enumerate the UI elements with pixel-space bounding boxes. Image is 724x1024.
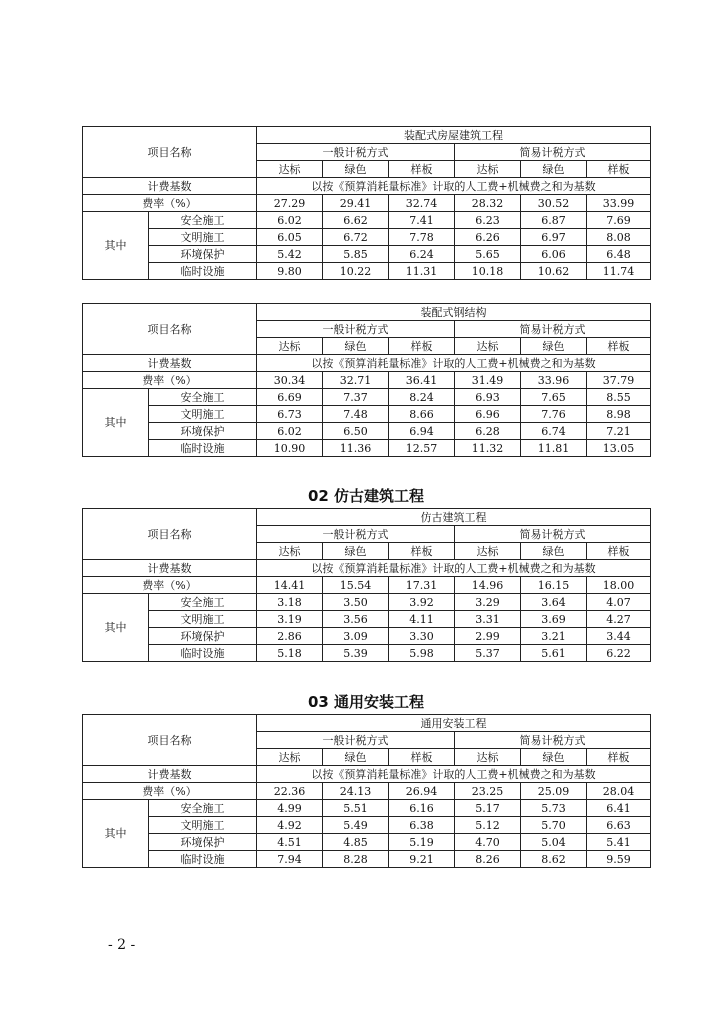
value-cell: 5.70	[521, 817, 587, 834]
value-cell: 4.27	[587, 611, 651, 628]
value-cell: 7.94	[257, 851, 323, 868]
value-cell: 6.74	[521, 423, 587, 440]
fee-table-installation	[82, 714, 650, 868]
value-cell: 6.48	[587, 246, 651, 263]
sub-item-label: 环境保护	[149, 834, 257, 851]
rate-cell: 26.94	[389, 783, 455, 800]
simple-tax-header: 简易计税方式	[455, 144, 651, 161]
section-title-antique: 02 仿古建筑工程	[307, 487, 425, 505]
value-cell: 6.23	[455, 212, 521, 229]
general-tax-header: 一般计税方式	[257, 321, 455, 338]
value-cell: 3.09	[323, 628, 389, 645]
value-cell: 11.31	[389, 263, 455, 280]
value-cell: 4.51	[257, 834, 323, 851]
general-tax-header: 一般计税方式	[257, 526, 455, 543]
level-header: 绿色	[323, 338, 389, 355]
rate-cell: 29.41	[323, 195, 389, 212]
value-cell: 5.49	[323, 817, 389, 834]
value-cell: 4.92	[257, 817, 323, 834]
value-cell: 5.65	[455, 246, 521, 263]
value-cell: 6.72	[323, 229, 389, 246]
value-cell: 6.28	[455, 423, 521, 440]
value-cell: 7.78	[389, 229, 455, 246]
value-cell: 11.36	[323, 440, 389, 457]
value-cell: 3.69	[521, 611, 587, 628]
fee-table-prefab-building	[82, 126, 650, 280]
category-header: 装配式房屋建筑工程	[257, 127, 651, 144]
sub-item-label: 临时设施	[149, 645, 257, 662]
value-cell: 8.28	[323, 851, 389, 868]
rate-cell: 23.25	[455, 783, 521, 800]
value-cell: 6.63	[587, 817, 651, 834]
value-cell: 5.39	[323, 645, 389, 662]
value-cell: 6.50	[323, 423, 389, 440]
value-cell: 5.37	[455, 645, 521, 662]
level-header: 绿色	[323, 749, 389, 766]
value-cell: 5.42	[257, 246, 323, 263]
simple-tax-header: 简易计税方式	[455, 732, 651, 749]
of-which-label: 其中	[83, 212, 149, 280]
value-cell: 5.41	[587, 834, 651, 851]
value-cell: 6.02	[257, 423, 323, 440]
sub-item-label: 文明施工	[149, 229, 257, 246]
value-cell: 6.24	[389, 246, 455, 263]
value-cell: 3.21	[521, 628, 587, 645]
sub-item-label: 临时设施	[149, 851, 257, 868]
value-cell: 11.74	[587, 263, 651, 280]
fee-table	[82, 714, 651, 868]
value-cell: 5.19	[389, 834, 455, 851]
value-cell: 5.18	[257, 645, 323, 662]
fee-basis-label: 计费基数	[83, 560, 257, 577]
rate-cell: 24.13	[323, 783, 389, 800]
value-cell: 10.90	[257, 440, 323, 457]
value-cell: 7.21	[587, 423, 651, 440]
of-which-label: 其中	[83, 800, 149, 868]
value-cell: 13.05	[587, 440, 651, 457]
value-cell: 5.51	[323, 800, 389, 817]
value-cell: 7.41	[389, 212, 455, 229]
level-header: 样板	[587, 543, 651, 560]
of-which-label: 其中	[83, 389, 149, 457]
value-cell: 6.93	[455, 389, 521, 406]
category-header: 仿古建筑工程	[257, 509, 651, 526]
simple-tax-header: 简易计税方式	[455, 321, 651, 338]
sub-item-label: 文明施工	[149, 406, 257, 423]
category-header: 装配式钢结构	[257, 304, 651, 321]
value-cell: 4.99	[257, 800, 323, 817]
fee-table	[82, 126, 651, 280]
value-cell: 7.37	[323, 389, 389, 406]
sub-item-label: 临时设施	[149, 263, 257, 280]
rate-cell: 33.96	[521, 372, 587, 389]
item-name-header: 项目名称	[83, 509, 257, 560]
rate-cell: 28.04	[587, 783, 651, 800]
value-cell: 3.18	[257, 594, 323, 611]
value-cell: 5.04	[521, 834, 587, 851]
rate-cell: 18.00	[587, 577, 651, 594]
value-cell: 2.99	[455, 628, 521, 645]
rate-cell: 30.34	[257, 372, 323, 389]
sub-item-label: 临时设施	[149, 440, 257, 457]
value-cell: 11.32	[455, 440, 521, 457]
fee-table	[82, 303, 651, 457]
value-cell: 9.21	[389, 851, 455, 868]
value-cell: 3.50	[323, 594, 389, 611]
level-header: 绿色	[521, 338, 587, 355]
rate-cell: 31.49	[455, 372, 521, 389]
value-cell: 2.86	[257, 628, 323, 645]
level-header: 绿色	[521, 543, 587, 560]
item-name-header: 项目名称	[83, 715, 257, 766]
sub-item-label: 安全施工	[149, 800, 257, 817]
rate-cell: 27.29	[257, 195, 323, 212]
level-header: 绿色	[521, 161, 587, 178]
sub-item-label: 环境保护	[149, 246, 257, 263]
value-cell: 6.02	[257, 212, 323, 229]
fee-basis-text: 以按《预算消耗量标准》计取的人工费+机械费之和为基数	[257, 766, 651, 783]
value-cell: 3.92	[389, 594, 455, 611]
fee-basis-label: 计费基数	[83, 766, 257, 783]
value-cell: 4.11	[389, 611, 455, 628]
category-header: 通用安装工程	[257, 715, 651, 732]
value-cell: 5.98	[389, 645, 455, 662]
fee-table	[82, 508, 651, 662]
value-cell: 3.56	[323, 611, 389, 628]
value-cell: 8.98	[587, 406, 651, 423]
level-header: 样板	[389, 161, 455, 178]
rate-label: 费率（%）	[83, 577, 257, 594]
value-cell: 6.87	[521, 212, 587, 229]
value-cell: 10.22	[323, 263, 389, 280]
rate-cell: 33.99	[587, 195, 651, 212]
value-cell: 6.62	[323, 212, 389, 229]
sub-item-label: 环境保护	[149, 628, 257, 645]
value-cell: 5.61	[521, 645, 587, 662]
general-tax-header: 一般计税方式	[257, 144, 455, 161]
rate-cell: 14.96	[455, 577, 521, 594]
value-cell: 4.85	[323, 834, 389, 851]
page-number: - 2 -	[108, 937, 136, 953]
rate-cell: 25.09	[521, 783, 587, 800]
level-header: 绿色	[323, 543, 389, 560]
value-cell: 4.07	[587, 594, 651, 611]
general-tax-header: 一般计税方式	[257, 732, 455, 749]
rate-cell: 16.15	[521, 577, 587, 594]
value-cell: 6.22	[587, 645, 651, 662]
value-cell: 6.69	[257, 389, 323, 406]
value-cell: 7.76	[521, 406, 587, 423]
level-header: 达标	[455, 338, 521, 355]
level-header: 绿色	[521, 749, 587, 766]
sub-item-label: 环境保护	[149, 423, 257, 440]
value-cell: 3.44	[587, 628, 651, 645]
fee-basis-label: 计费基数	[83, 178, 257, 195]
item-name-header: 项目名称	[83, 304, 257, 355]
sub-item-label: 安全施工	[149, 389, 257, 406]
value-cell: 6.05	[257, 229, 323, 246]
level-header: 达标	[257, 749, 323, 766]
value-cell: 3.30	[389, 628, 455, 645]
level-header: 样板	[587, 338, 651, 355]
rate-cell: 32.74	[389, 195, 455, 212]
level-header: 达标	[257, 161, 323, 178]
value-cell: 8.62	[521, 851, 587, 868]
value-cell: 8.66	[389, 406, 455, 423]
value-cell: 3.64	[521, 594, 587, 611]
fee-table-prefab-steel	[82, 303, 650, 457]
value-cell: 4.70	[455, 834, 521, 851]
value-cell: 6.16	[389, 800, 455, 817]
value-cell: 8.26	[455, 851, 521, 868]
level-header: 样板	[587, 749, 651, 766]
fee-basis-text: 以按《预算消耗量标准》计取的人工费+机械费之和为基数	[257, 355, 651, 372]
level-header: 样板	[587, 161, 651, 178]
level-header: 绿色	[323, 161, 389, 178]
sub-item-label: 安全施工	[149, 594, 257, 611]
level-header: 达标	[257, 543, 323, 560]
fee-table-antique-building	[82, 508, 650, 662]
value-cell: 6.26	[455, 229, 521, 246]
value-cell: 6.06	[521, 246, 587, 263]
level-header: 样板	[389, 749, 455, 766]
rate-cell: 28.32	[455, 195, 521, 212]
rate-cell: 37.79	[587, 372, 651, 389]
fee-basis-text: 以按《预算消耗量标准》计取的人工费+机械费之和为基数	[257, 560, 651, 577]
rate-label: 费率（%）	[83, 195, 257, 212]
value-cell: 6.94	[389, 423, 455, 440]
value-cell: 6.41	[587, 800, 651, 817]
value-cell: 8.08	[587, 229, 651, 246]
rate-label: 费率（%）	[83, 783, 257, 800]
fee-basis-label: 计费基数	[83, 355, 257, 372]
value-cell: 5.73	[521, 800, 587, 817]
value-cell: 10.18	[455, 263, 521, 280]
sub-item-label: 安全施工	[149, 212, 257, 229]
value-cell: 12.57	[389, 440, 455, 457]
rate-cell: 15.54	[323, 577, 389, 594]
sub-item-label: 文明施工	[149, 611, 257, 628]
value-cell: 5.85	[323, 246, 389, 263]
value-cell: 6.97	[521, 229, 587, 246]
rate-cell: 22.36	[257, 783, 323, 800]
value-cell: 3.19	[257, 611, 323, 628]
simple-tax-header: 简易计税方式	[455, 526, 651, 543]
level-header: 样板	[389, 543, 455, 560]
level-header: 达标	[455, 543, 521, 560]
item-name-header: 项目名称	[83, 127, 257, 178]
value-cell: 3.29	[455, 594, 521, 611]
rate-cell: 14.41	[257, 577, 323, 594]
level-header: 达标	[455, 161, 521, 178]
value-cell: 6.96	[455, 406, 521, 423]
value-cell: 7.69	[587, 212, 651, 229]
value-cell: 8.55	[587, 389, 651, 406]
value-cell: 10.62	[521, 263, 587, 280]
rate-cell: 30.52	[521, 195, 587, 212]
of-which-label: 其中	[83, 594, 149, 662]
rate-label: 费率（%）	[83, 372, 257, 389]
rate-cell: 36.41	[389, 372, 455, 389]
rate-cell: 17.31	[389, 577, 455, 594]
level-header: 达标	[257, 338, 323, 355]
level-header: 达标	[455, 749, 521, 766]
sub-item-label: 文明施工	[149, 817, 257, 834]
value-cell: 5.17	[455, 800, 521, 817]
value-cell: 9.59	[587, 851, 651, 868]
value-cell: 9.80	[257, 263, 323, 280]
value-cell: 3.31	[455, 611, 521, 628]
value-cell: 7.48	[323, 406, 389, 423]
value-cell: 7.65	[521, 389, 587, 406]
value-cell: 5.12	[455, 817, 521, 834]
value-cell: 6.38	[389, 817, 455, 834]
value-cell: 6.73	[257, 406, 323, 423]
level-header: 样板	[389, 338, 455, 355]
section-title-installation: 03 通用安装工程	[307, 693, 425, 711]
rate-cell: 32.71	[323, 372, 389, 389]
fee-basis-text: 以按《预算消耗量标准》计取的人工费+机械费之和为基数	[257, 178, 651, 195]
value-cell: 11.81	[521, 440, 587, 457]
value-cell: 8.24	[389, 389, 455, 406]
